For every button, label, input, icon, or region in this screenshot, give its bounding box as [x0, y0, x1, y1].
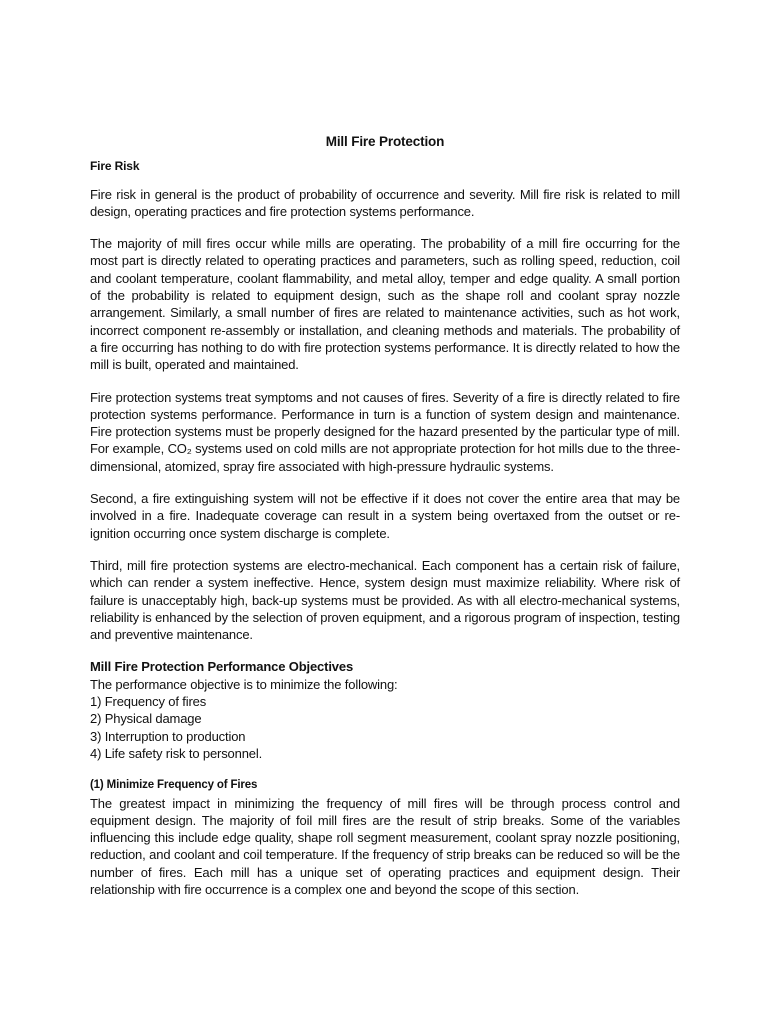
objectives-list	[90, 693, 680, 762]
objective-item: 1) Frequency of fires	[90, 694, 207, 710]
paragraph-minimize-frequency: The greatest impact in minimizing the frequency of mill fires will be through process control and equipment design. The majority of foil mill fires are the result of strip breaks. Some of the variables influencing this include edge quality, shape roll segment measurement, coolant spray nozzle positioning, reduction, and coolant and coil temperature. If the frequency of strip breaks can be reduced so will be the number of fires. Each mill has a unique set of operating practices and equipment design. Their relationship with fire occurrence is a complex one and beyond the scope of this section.	[90, 795, 680, 897]
objective-item: 3) Interruption to production	[90, 728, 246, 744]
paragraph-probability: The majority of mill fires occur while mills are operating. The probability of a mill fire occurring for the most part is directly related to operating practices and parameters, such as rolling speed, reduction, coil and coolant temperature, coolant flammability, and metal alloy, temper and edge quality. A small portion of the probability is related to equipment design, such as the shape roll and coolant spray nozzle arrangement. Similarly, a small number of fires are related to maintenance activities, such as hot work, incorrect component re-assembly or installation, and cleaning methods and materials. The probability of a fire occurring has nothing to do with fire protection systems performance. It is directly related to how the mill is built, operated and maintained.	[90, 236, 680, 373]
paragraph-coverage: Second, a fire extinguishing system will not be effective if it does not cover the entire area that may be involved in a fire. Inadequate coverage can result in a system being overtaxed from the outset or re-ignition occurring once system discharge is complete.	[90, 491, 680, 541]
objectives-intro: The performance objective is to minimize the following:	[90, 676, 398, 692]
objectives-heading: Mill Fire Protection Performance Objectives	[90, 659, 354, 675]
objective-item: 2) Physical damage	[90, 711, 202, 727]
paragraph-fire-risk-definition: Fire risk in general is the product of probability of occurrence and severity. Mill fire risk is related to mill design, operating practices and fire protection systems performance.	[90, 186, 680, 219]
objective-item: 4) Life safety risk to personnel.	[90, 745, 263, 761]
document-title: Mill Fire Protection	[325, 134, 445, 149]
section-heading-fire-risk: Fire Risk	[90, 159, 140, 174]
paragraph-severity: Fire protection systems treat symptoms and not causes of fires. Severity of a fire is directly related to fire protection systems performance. Performance in turn is a function of system design and maintenance. Fire protection systems must be properly designed for the hazard presented by the particular type of mill. For example, CO₂ systems used on cold mills are not appropriate protection for hot mills due to the three-dimensional, atomized, spray fire associated with high-pressure hydraulic systems.	[90, 389, 680, 474]
document-body	[90, 133, 680, 898]
paragraph-reliability: Third, mill fire protection systems are electro-mechanical. Each component has a certain risk of failure, which can render a system ineffective. Hence, system design must maximize reliability. Where risk of failure is unacceptably high, back-up systems must be provided. As with all electro-mechanical systems, reliability is enhanced by the selection of proven equipment, and a rigorous program of inspection, testing and preventive maintenance.	[90, 557, 680, 643]
subsection-heading-minimize-frequency: (1) Minimize Frequency of Fires	[90, 779, 258, 792]
